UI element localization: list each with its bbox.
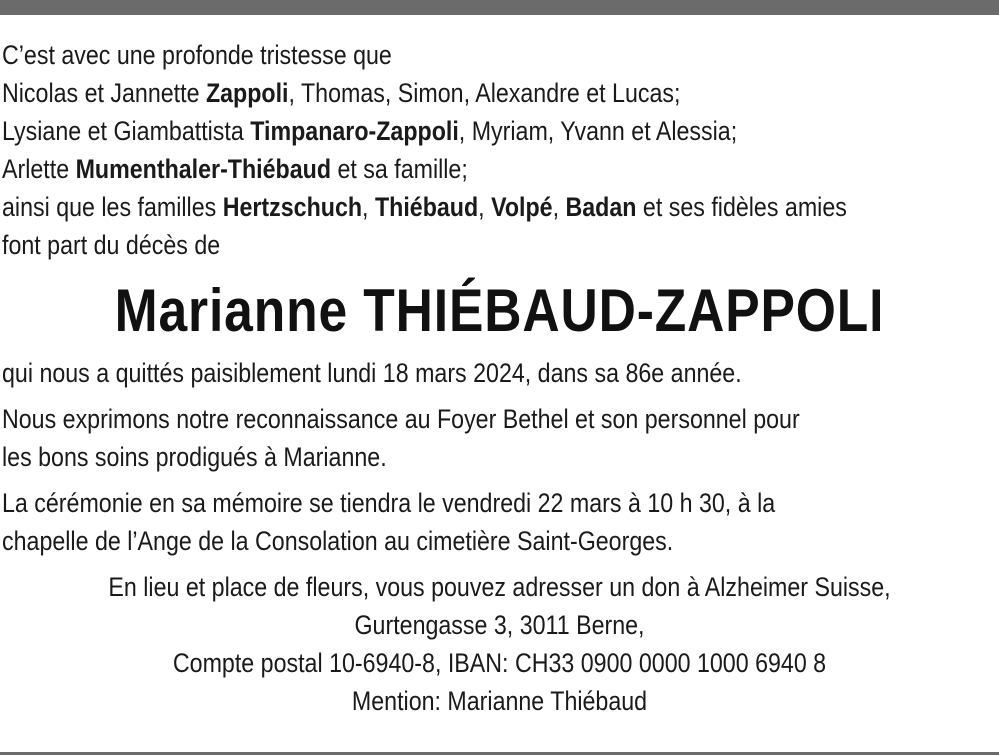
family-text: , Thomas, Simon, Alexandre et Lucas; (288, 78, 681, 108)
death-line: qui nous a quittés paisiblement lundi 18 mars 2024, dans sa 86e année. (2, 358, 742, 388)
family-text: , Myriam, Yvann et Alessia; (458, 116, 738, 146)
obituary-notice (2, 36, 997, 720)
thanks-line-2: les bons soins prodigués à Marianne. (2, 442, 387, 472)
family-line-3 (2, 150, 997, 188)
family-surname: Hertzschuch (222, 192, 363, 222)
donation-line-1: En lieu et place de fleurs, vous pouvez adresser un don à Alzheimer Suisse, (108, 572, 891, 602)
family-surname: Zappoli (205, 78, 289, 108)
separator: , (362, 192, 375, 222)
top-rule (0, 0, 999, 15)
ceremony-line-2: chapelle de l’Ange de la Consolation au cimetière Saint-Georges. (2, 526, 674, 556)
family-text: Arlette (2, 154, 76, 184)
family-line-1 (2, 74, 997, 112)
announce-line: font part du décès de (2, 230, 221, 260)
families-text: ainsi que les familles (2, 192, 223, 222)
donation-line-3: Compte postal 10-6940-8, IBAN: CH33 0900 0000 1000 6940 8 (172, 648, 827, 678)
donation-line-4: Mention: Marianne Thiébaud (351, 686, 648, 716)
family-text: Nicolas et Jannette (2, 78, 206, 108)
deceased-name: Marianne THIÉBAUD-ZAPPOLI (114, 277, 885, 344)
family-line-2 (2, 112, 997, 150)
families-text: et ses fidèles amies (636, 192, 847, 222)
family-text: et sa famille; (331, 154, 468, 184)
intro-line: C’est avec une profonde tristesse que (2, 40, 392, 70)
ceremony-line-1: La cérémonie en sa mémoire se tiendra le vendredi 22 mars à 10 h 30, à la (2, 488, 776, 518)
family-surname: Thiébaud (374, 192, 479, 222)
family-surname: Timpanaro-Zappoli (250, 116, 459, 146)
donation-line-2: Gurtengasse 3, 3011 Berne, (354, 610, 645, 640)
families-line (2, 188, 997, 226)
separator: , (478, 192, 492, 222)
family-surname: Mumenthaler-Thiébaud (75, 154, 332, 184)
family-text: Lysiane et Giambattista (2, 116, 251, 146)
family-surname: Badan (565, 192, 637, 222)
separator: , (552, 192, 566, 222)
family-surname: Volpé (491, 192, 553, 222)
thanks-line-1: Nous exprimons notre reconnaissance au Foyer Bethel et son personnel pour (2, 404, 800, 434)
